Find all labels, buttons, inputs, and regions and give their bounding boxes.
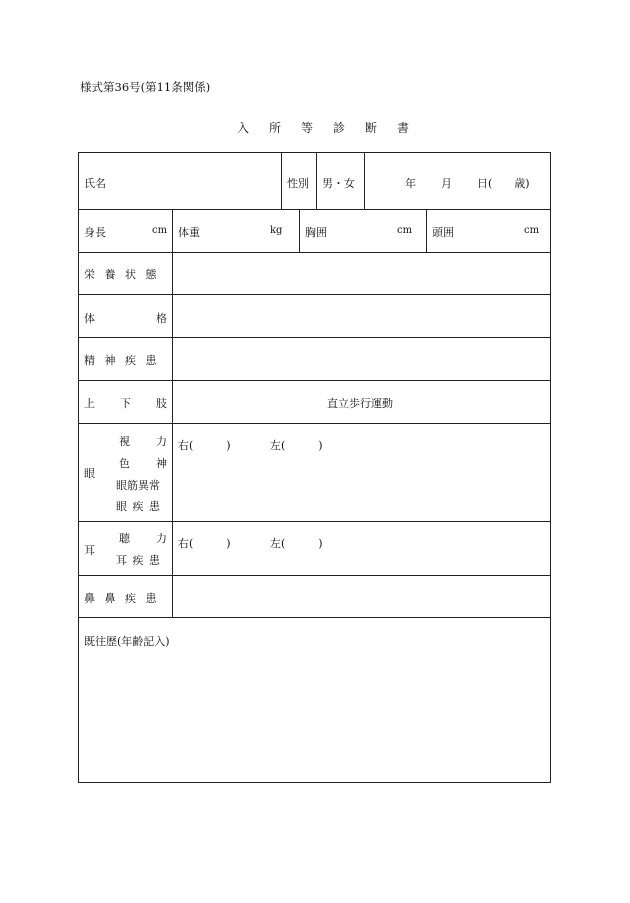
mental-label: 精 神 疾 患 [84,354,160,367]
height-unit: cm [152,225,168,236]
limbs-value: 直立歩行運動 [327,397,393,410]
limbs-label-3: 肢 [156,397,167,410]
color-label-2: 神 [156,457,167,470]
eye-right-field[interactable]: 右( ) [178,439,231,452]
eye-label: 眼 [84,467,95,480]
weight-unit: kg [270,225,283,236]
limbs-label-2: 下 [120,397,131,410]
limbs-label-1: 上 [84,397,95,410]
chest-label: 胸囲 [305,226,327,239]
head-unit: cm [524,225,540,236]
nutrition-field[interactable] [174,255,548,293]
birth-day-age-label: 日( 歳) [477,177,530,190]
eye-muscle-label: 眼筋異常 [116,479,160,492]
ear-disease-label: 耳 疾 患 [116,554,161,567]
physique-label-1: 体 [84,312,95,325]
nutrition-label: 栄 養 状 態 [84,268,160,281]
history-label: 既往歴(年齢記入) [84,635,170,648]
document-title: 入 所 等 診 断 書 [237,121,414,135]
mental-field[interactable] [174,340,548,378]
hearing-label-1: 聴 [119,532,130,545]
color-label-1: 色 [119,457,130,470]
sex-value[interactable]: 男・女 [322,177,355,190]
height-label: 身長 [84,226,106,239]
nose-label: 鼻 鼻 疾 患 [84,592,160,605]
head-label: 頭囲 [432,226,454,239]
eye-left-field[interactable]: 左( ) [270,439,323,452]
ear-right-field[interactable]: 右( ) [178,537,231,550]
hearing-label-2: 力 [156,532,167,545]
physique-label-2: 格 [156,312,167,325]
vision-label-1: 視 [119,435,130,448]
birth-month-label: 月 [441,177,452,190]
eye-disease-label: 眼 疾 患 [116,500,161,513]
nose-field[interactable] [174,579,548,617]
birth-year-label: 年 [405,177,416,190]
weight-label: 体重 [178,226,200,239]
sex-label: 性別 [287,177,309,190]
form-number: 様式第36号(第11条関係) [80,80,211,94]
name-label: 氏名 [84,177,106,190]
ear-label: 耳 [84,544,95,557]
vision-label-2: 力 [156,435,167,448]
physique-field[interactable] [174,298,548,336]
name-field[interactable] [120,160,276,200]
history-field[interactable] [84,652,546,778]
ear-left-field[interactable]: 左( ) [270,537,323,550]
chest-unit: cm [397,225,413,236]
